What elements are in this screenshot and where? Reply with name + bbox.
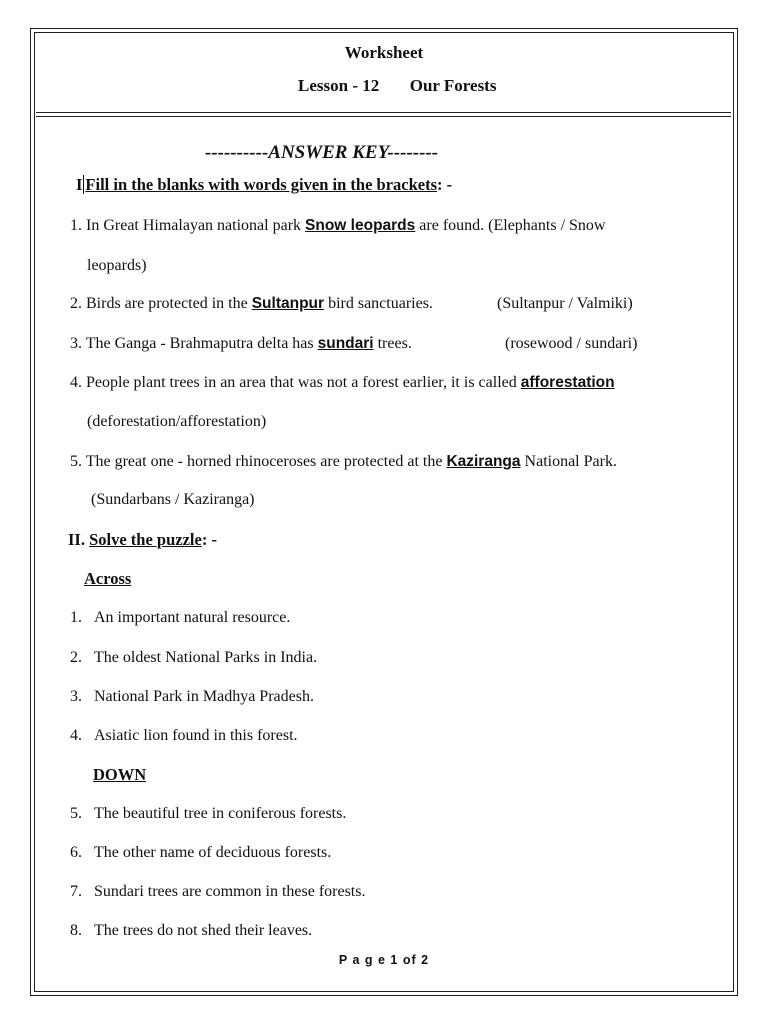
clue-text: An important natural resource. [94,609,291,626]
clue-text: The beautiful tree in coniferous forests. [94,805,347,822]
blank-item-4 [70,374,615,392]
blank-item-2 [70,295,433,313]
blank-item-3-options: (rosewood / sundari) [505,335,638,352]
clue-text: Sundari trees are common in these forests. [94,883,366,900]
clue-text: The oldest National Parks in India. [94,649,318,666]
across-clue-3 [70,688,314,706]
header-divider [36,112,731,113]
section-1-roman: I [76,175,83,194]
worksheet-title: Worksheet [344,43,424,62]
across-heading: Across [84,569,132,588]
blank-item-2-text: 2. Birds are protected in the [70,295,252,312]
clue-text: National Park in Madhya Pradesh. [94,688,314,705]
down-heading: DOWN [93,765,147,784]
clue-number: 3. [70,688,82,705]
blank-item-4-answer: afforestation [520,374,615,391]
across-clue-2 [70,649,317,667]
blank-item-5 [70,453,617,471]
blank-item-5-cont: (Sundarbans / Kaziranga) [91,491,255,508]
blank-item-4-text: 4. People plant trees in an area that was not a forest earlier, it is called [70,374,521,391]
answer-key-heading: ----------ANSWER KEY-------- [205,142,439,163]
blank-item-1-tail: are found. (Elephants / Snow [415,217,606,234]
clue-number: 7. [70,883,82,900]
blank-item-5-text: 5. The great one - horned rhinoceroses are protected at the [70,453,447,470]
across-clue-1 [70,609,290,627]
clue-number: 8. [70,922,82,939]
clue-text: Asiatic lion found in this forest. [94,727,298,744]
blank-item-3-text: 3. The Ganga - Brahmaputra delta has [70,335,318,352]
blank-item-1-cont: leopards) [87,257,147,274]
clue-number: 5. [70,805,82,822]
across-clue-4 [70,727,298,745]
down-clue-8 [70,922,312,940]
header-divider-2 [36,116,731,117]
clue-number: 2. [70,649,82,666]
blank-item-1-text: 1. In Great Himalayan national park [70,217,306,234]
blank-item-2-answer: Sultanpur [251,295,325,312]
section-2-title: Solve the puzzle [89,530,202,549]
lesson-heading [298,76,496,96]
blank-item-1 [70,217,605,235]
clue-number: 1. [70,609,82,626]
page-number: P a g e 1 of 2 [338,953,430,967]
section-1-suffix: : - [437,175,453,194]
blank-item-2-options: (Sultanpur / Valmiki) [497,295,633,312]
section-1-heading [76,175,452,195]
blank-item-4-cont: (deforestation/afforestation) [87,413,267,430]
lesson-number: Lesson - 12 [298,76,380,95]
blank-item-3-answer: sundari [317,335,374,352]
blank-item-2-tail: bird sanctuaries. [324,295,433,312]
clue-text: The trees do not shed their leaves. [94,922,313,939]
blank-item-5-tail: National Park. [520,453,617,470]
blank-item-3 [70,335,412,353]
section-2-roman: II. [68,530,85,549]
down-clue-7 [70,883,365,901]
down-clue-5 [70,805,346,823]
clue-number: 6. [70,844,82,861]
lesson-topic: Our Forests [409,76,497,95]
blank-item-5-answer: Kaziranga [446,453,521,470]
section-2-heading [68,530,217,550]
section-2-suffix: : - [201,530,217,549]
clue-number: 4. [70,727,82,744]
blank-item-1-answer: Snow leopards [305,217,416,234]
blank-item-3-tail: trees. [373,335,412,352]
section-1-title: Fill in the blanks with words given in the brackets [85,175,438,194]
down-clue-6 [70,844,331,862]
clue-text: The other name of deciduous forests. [94,844,332,861]
